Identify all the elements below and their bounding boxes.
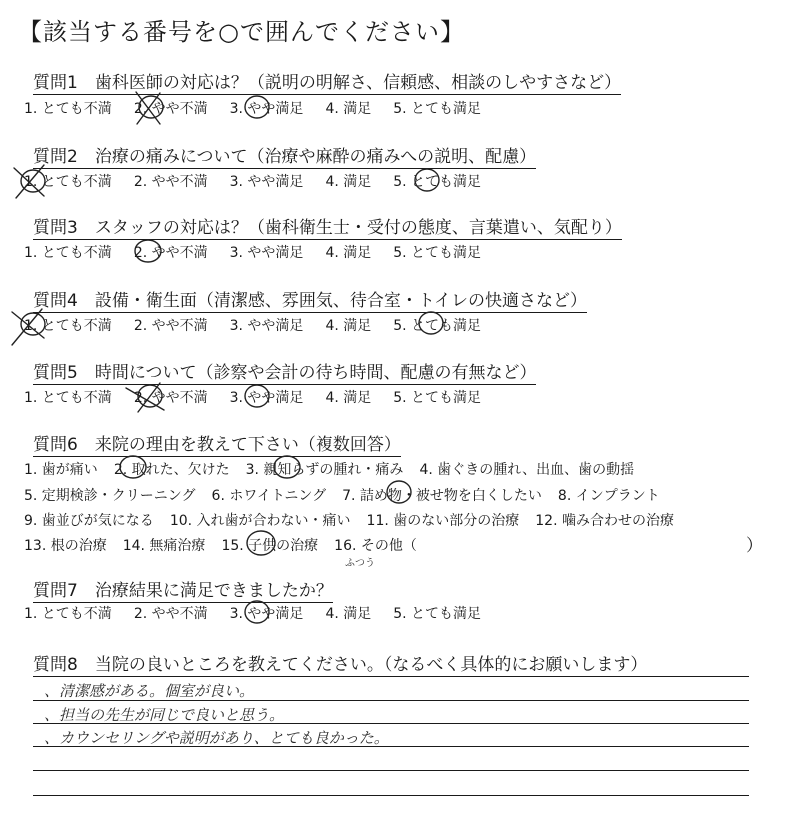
q1-option-1[interactable]: 1. とても不満 bbox=[24, 101, 112, 117]
q1-option-5[interactable]: 5. とても満足 bbox=[393, 101, 482, 117]
answer-line-1 bbox=[33, 676, 749, 677]
q6-option-12[interactable]: 12. 噛み合わせの治療 bbox=[535, 513, 674, 529]
q2-option-5[interactable]: 5. とても満足 bbox=[393, 174, 482, 190]
q1-option-3[interactable]: 3. やや満足 bbox=[229, 101, 304, 117]
question-7-title: 質問7 治療結果に満足できましたか？ bbox=[33, 576, 333, 603]
q6-option-6[interactable]: 6. ホワイトニング bbox=[211, 488, 327, 504]
q2-option-2[interactable]: 2. やや不満 bbox=[133, 174, 208, 190]
q7-option-2[interactable]: 2. やや不満 bbox=[133, 606, 208, 622]
q6-option-1[interactable]: 1. 歯が痛い bbox=[24, 462, 98, 478]
q8-answer-3[interactable]: 、カウンセリングや説明があり、とても良かった。 bbox=[44, 729, 389, 747]
q6-option-3[interactable]: 3. 親知らずの腫れ・痛み bbox=[245, 462, 404, 478]
q1-option-4[interactable]: 4. 満足 bbox=[325, 101, 372, 117]
question-3-options bbox=[24, 242, 503, 262]
q2-option-3[interactable]: 3. やや満足 bbox=[229, 174, 304, 190]
q7-option-4[interactable]: 4. 満足 bbox=[325, 606, 372, 622]
q5-option-1[interactable]: 1. とても不満 bbox=[24, 390, 112, 406]
q6-row-1 bbox=[24, 459, 650, 479]
q6-handwritten-note: ふつう bbox=[345, 558, 375, 569]
q5-option-5[interactable]: 5. とても満足 bbox=[393, 390, 482, 406]
q5-option-3[interactable]: 3. やや満足 bbox=[229, 390, 304, 406]
q6-option-15[interactable]: 15. 子供の治療 bbox=[221, 538, 319, 554]
q6-option-14[interactable]: 14. 無痛治療 bbox=[122, 538, 206, 554]
q6-row-3 bbox=[24, 510, 690, 530]
instruction-header: 【該当する番号を○で囲んでください】 bbox=[18, 18, 465, 46]
question-7-options bbox=[24, 603, 503, 623]
q4-option-2[interactable]: 2. やや不満 bbox=[133, 318, 208, 334]
q7-option-1[interactable]: 1. とても不満 bbox=[24, 606, 112, 622]
q3-option-3[interactable]: 3. やや満足 bbox=[229, 245, 304, 261]
q7-option-3[interactable]: 3. やや満足 bbox=[229, 606, 304, 622]
q6-option-2[interactable]: 2. 取れた、欠けた bbox=[113, 462, 230, 478]
q8-answer-2[interactable]: 、担当の先生が同じで良いと思う。 bbox=[44, 706, 285, 724]
q2-option-4[interactable]: 4. 満足 bbox=[325, 174, 372, 190]
q3-option-5[interactable]: 5. とても満足 bbox=[393, 245, 482, 261]
question-4-options bbox=[24, 315, 503, 335]
question-1-title: 質問1 歯科医師の対応は？（説明の明解さ、信頼感、相談のしやすさなど） bbox=[33, 68, 621, 95]
q6-option-4[interactable]: 4. 歯ぐきの腫れ、出血、歯の動揺 bbox=[419, 462, 635, 478]
answer-line-5 bbox=[33, 770, 749, 771]
q6-option-8[interactable]: 8. インプラント bbox=[557, 488, 660, 504]
q6-option-9[interactable]: 9. 歯並びが気になる bbox=[24, 513, 154, 529]
question-2-title: 質問2 治療の痛みについて（治療や麻酔の痛みへの説明、配慮） bbox=[33, 142, 536, 169]
q6-option-5[interactable]: 5. 定期検診・クリーニング bbox=[24, 488, 196, 504]
q4-option-3[interactable]: 3. やや満足 bbox=[229, 318, 304, 334]
question-1-options bbox=[24, 98, 503, 118]
question-3-title: 質問3 スタッフの対応は？（歯科衛生士・受付の態度、言葉遣い、気配り） bbox=[33, 213, 622, 240]
q6-other-close-paren: ） bbox=[746, 536, 763, 556]
question-2-options bbox=[24, 171, 503, 191]
q6-row-2 bbox=[24, 485, 676, 505]
q6-option-7[interactable]: 7. 詰め物・被せ物を白くしたい bbox=[342, 488, 542, 504]
q4-option-4[interactable]: 4. 満足 bbox=[325, 318, 372, 334]
q1-option-2[interactable]: 2. やや不満 bbox=[133, 101, 208, 117]
q4-option-5[interactable]: 5. とても満足 bbox=[393, 318, 482, 334]
answer-line-6 bbox=[33, 795, 749, 796]
question-5-title: 質問5 時間について（診察や会計の待ち時間、配慮の有無など） bbox=[33, 358, 536, 385]
question-4-title: 質問4 設備・衛生面（清潔感、雰囲気、待合室・トイレの快適さなど） bbox=[33, 286, 587, 313]
q6-option-16[interactable]: 16. その他（ bbox=[334, 538, 417, 554]
question-6-title: 質問6 来院の理由を教えて下さい（複数回答） bbox=[33, 430, 401, 457]
q5-option-2[interactable]: 2. やや不満 bbox=[133, 390, 208, 406]
q2-option-1[interactable]: 1. とても不満 bbox=[24, 174, 112, 190]
q3-option-1[interactable]: 1. とても不満 bbox=[24, 245, 112, 261]
q4-option-1[interactable]: 1. とても不満 bbox=[24, 318, 112, 334]
q8-answer-1[interactable]: 、清潔感がある。個室が良い。 bbox=[44, 682, 255, 700]
question-8-title: 質問8 当院の良いところを教えてください。（なるべく具体的にお願いします） bbox=[33, 655, 648, 675]
q3-option-4[interactable]: 4. 満足 bbox=[325, 245, 372, 261]
q6-option-13[interactable]: 13. 根の治療 bbox=[24, 538, 107, 554]
q6-option-11[interactable]: 11. 歯のない部分の治療 bbox=[366, 513, 520, 529]
q3-option-2[interactable]: 2. やや不満 bbox=[133, 245, 208, 261]
q5-option-4[interactable]: 4. 満足 bbox=[325, 390, 372, 406]
q6-row-4 bbox=[24, 535, 433, 555]
q6-option-10[interactable]: 10. 入れ歯が合わない・痛い bbox=[169, 513, 351, 529]
q7-option-5[interactable]: 5. とても満足 bbox=[393, 606, 482, 622]
question-5-options bbox=[24, 387, 503, 407]
